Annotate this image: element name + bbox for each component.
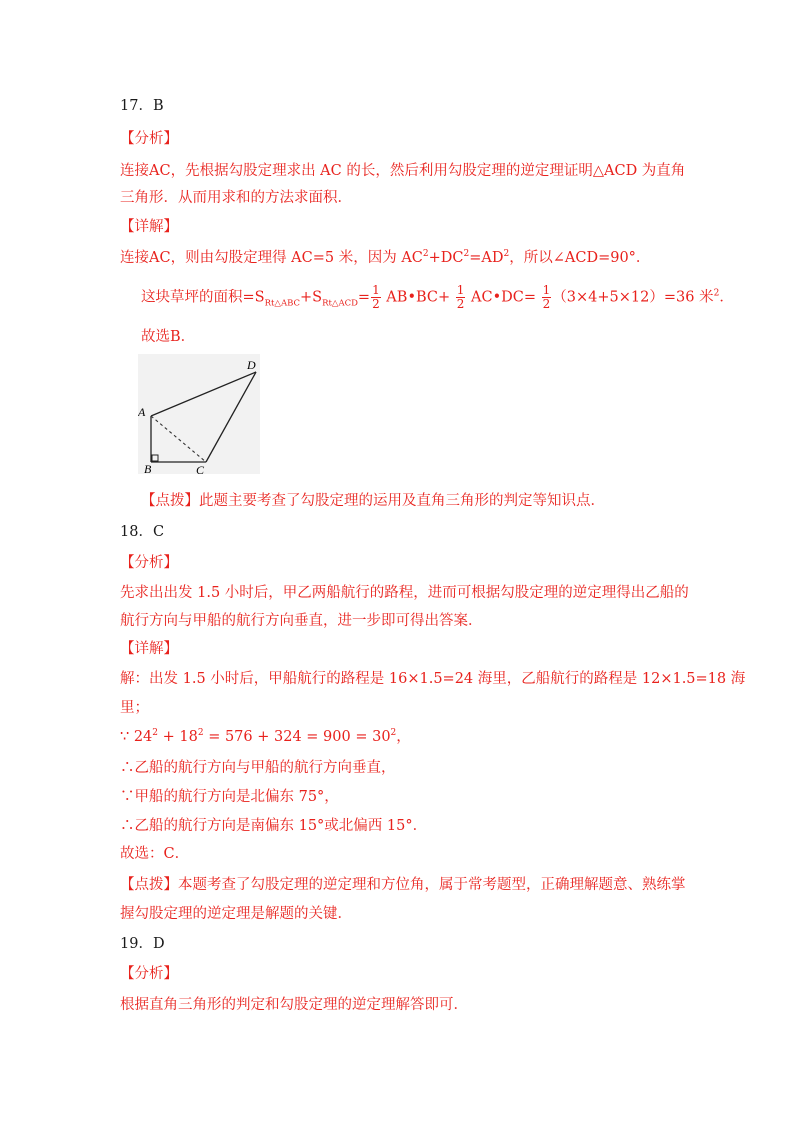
q18-step1: ∴乙船的航行方向与甲船的航行方向垂直， <box>120 760 396 776</box>
label-a: A <box>138 405 146 419</box>
q17-detail-tag: 【详解】 <box>120 219 178 235</box>
q18-detail-tag: 【详解】 <box>120 641 178 657</box>
q17-analysis-tag: 【分析】 <box>120 131 178 147</box>
q17-heading: 17．B <box>120 98 164 114</box>
q19-heading: 19．D <box>120 936 165 952</box>
q18-tip-line1: 【点拨】本题考查了勾股定理的逆定理和方位角，属于常考题型，正确理解题意、熟练掌 <box>120 877 686 893</box>
q17-analysis-line1: 连接AC，先根据勾股定理求出 AC 的长，然后利用勾股定理的逆定理证明△ACD 为直角 <box>120 163 686 179</box>
q18-conclusion: 故选：C． <box>120 846 190 862</box>
q17-tip: 【点拨】此题主要考查了勾股定理的运用及直角三角形的判定等知识点． <box>141 493 605 509</box>
q17-detail-line1: 连接AC，则由勾股定理得 AC=5 米，因为 $AC^2+DC^2=AD^2$，所以∠ACD=90°． <box>120 249 651 266</box>
label-c: C <box>196 463 205 474</box>
label-d: D <box>247 358 256 372</box>
q18-step3: ∴乙船的航行方向是南偏东 15°或北偏西 15°． <box>120 818 428 834</box>
q18-equation: ∵ $24^2 + 18^2 = 576 + 324 = 900 = 30^2$， <box>120 728 411 745</box>
q19-analysis-tag: 【分析】 <box>120 966 178 982</box>
label-b: B <box>144 462 152 474</box>
quadrilateral-figure <box>138 354 260 474</box>
fraction-half: $\frac{1}{2}$ <box>372 283 380 311</box>
q18-analysis-tag: 【分析】 <box>120 555 178 571</box>
q18-tip-line2: 握勾股定理的逆定理是解题的关键． <box>120 906 352 922</box>
q19-analysis-line1: 根据直角三角形的判定和勾股定理的逆定理解答即可． <box>120 997 468 1013</box>
q18-detail-line1: 解：出发 1.5 小时后，甲船航行的路程是 16×1.5=24 海里，乙船航行的路程是 12×1.5=18 海 <box>120 671 746 687</box>
q18-step2: ∵甲船的航行方向是北偏东 75°， <box>120 789 339 805</box>
q18-detail-line2: 里； <box>120 700 149 716</box>
q17-area-formula: 这块草坪的面积$=S_{Rt\triangle ABC}+S_{Rt\triangle ACD}=$ $\frac{1}{2}$ AB•BC+ $\frac{1}{2}$ AC•DC= $\frac{1}{2}$ （3×4+5×12）=36 米$^2$． <box>141 283 734 311</box>
q18-analysis-line1: 先求出出发 1.5 小时后，甲乙两船航行的路程，进而可根据勾股定理的逆定理得出乙船的 <box>120 585 689 601</box>
q18-heading: 18．C <box>120 524 165 540</box>
q17-conclusion: 故选B． <box>141 329 196 345</box>
q18-analysis-line2: 航行方向与甲船的航行方向垂直，进一步即可得出答案． <box>120 613 483 629</box>
fraction-half: $\frac{1}{2}$ <box>542 283 551 311</box>
fraction-half: $\frac{1}{2}$ <box>456 283 465 311</box>
q17-analysis-line2: 三角形．从而用求和的方法求面积． <box>120 190 352 206</box>
